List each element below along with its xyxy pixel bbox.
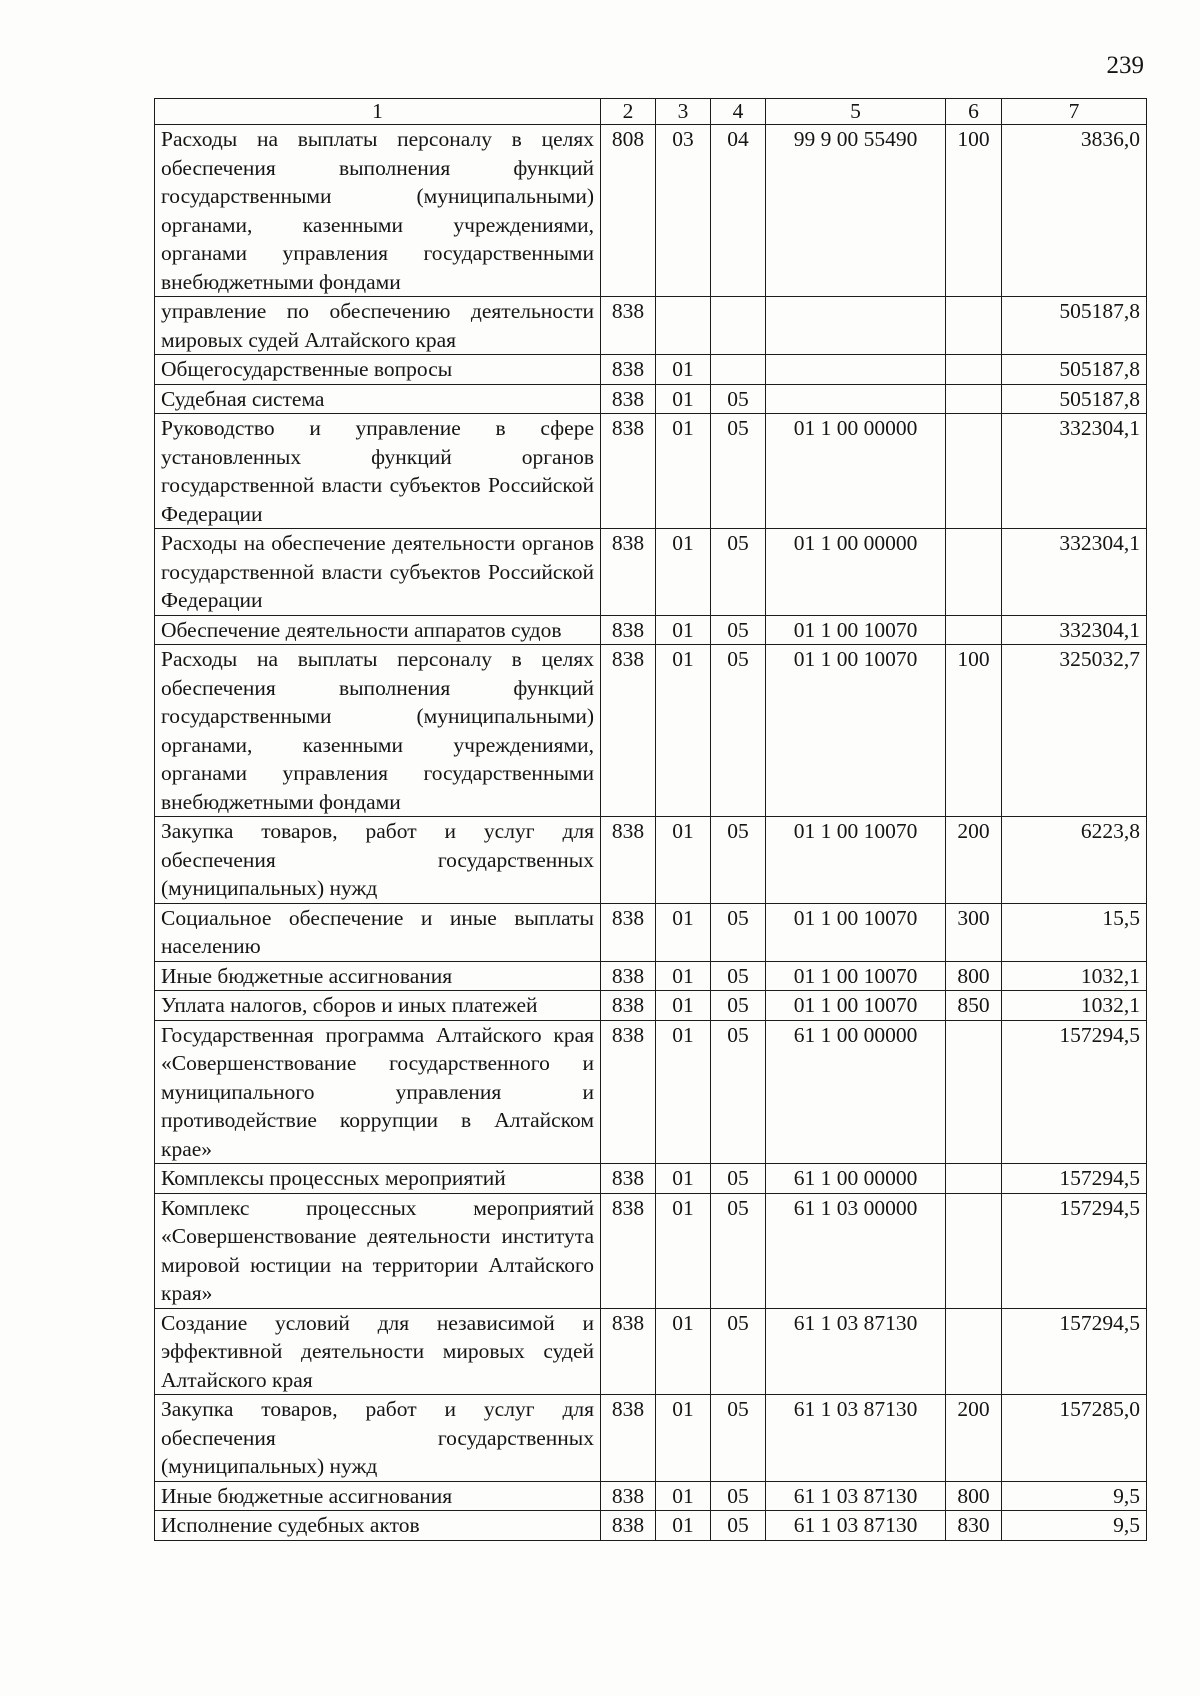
section-code-cell: 01: [656, 529, 711, 616]
expense-name-cell: Руководство и управление в сфере установленных функций органов государственной власти субъектов Российской Федерации: [155, 414, 601, 529]
section-code-cell: 01: [656, 1395, 711, 1482]
table-row: [155, 1193, 1147, 1308]
target-article-cell: 01 1 00 10070: [766, 817, 946, 904]
expense-type-cell: 100: [946, 645, 1002, 817]
section-code-cell: 01: [656, 961, 711, 991]
section-code-cell: [656, 297, 711, 355]
expense-type-cell: [946, 1020, 1002, 1164]
expense-name-cell: Иные бюджетные ассигнования: [155, 1481, 601, 1511]
amount-cell: 332304,1: [1002, 615, 1147, 645]
header-cell-5: 5: [766, 99, 946, 125]
table-row: [155, 1481, 1147, 1511]
subsection-code-cell: 05: [711, 903, 766, 961]
amount-cell: 3836,0: [1002, 125, 1147, 297]
target-article-cell: [766, 355, 946, 385]
ministry-code-cell: 838: [601, 903, 656, 961]
expense-name-cell: Исполнение судебных актов: [155, 1511, 601, 1541]
ministry-code-cell: 838: [601, 817, 656, 904]
subsection-code-cell: 05: [711, 529, 766, 616]
expense-name-cell: Расходы на выплаты персоналу в целях обеспечения выполнения функций государственными (муниципальными) органами, казенными учреждениями, органами управления государственными внебюджетными фондами: [155, 125, 601, 297]
amount-cell: 15,5: [1002, 903, 1147, 961]
table-row: [155, 529, 1147, 616]
amount-cell: 1032,1: [1002, 961, 1147, 991]
subsection-code-cell: 05: [711, 1511, 766, 1541]
expense-name-cell: Закупка товаров, работ и услуг для обеспечения государственных (муниципальных) нужд: [155, 817, 601, 904]
table-row: [155, 1164, 1147, 1194]
section-code-cell: 03: [656, 125, 711, 297]
section-code-cell: 01: [656, 817, 711, 904]
expense-type-cell: [946, 384, 1002, 414]
expense-type-cell: 850: [946, 991, 1002, 1021]
section-code-cell: 01: [656, 384, 711, 414]
amount-cell: 6223,8: [1002, 817, 1147, 904]
table-row: [155, 1511, 1147, 1541]
subsection-code-cell: 05: [711, 414, 766, 529]
table-row: [155, 414, 1147, 529]
page-number: 239: [1106, 52, 1144, 79]
header-cell-7: 7: [1002, 99, 1147, 125]
target-article-cell: 61 1 03 00000: [766, 1193, 946, 1308]
expense-type-cell: [946, 355, 1002, 385]
table-header: [155, 99, 1147, 125]
ministry-code-cell: 838: [601, 1481, 656, 1511]
section-code-cell: 01: [656, 1164, 711, 1194]
table-row: [155, 645, 1147, 817]
ministry-code-cell: 838: [601, 355, 656, 385]
expense-name-cell: Государственная программа Алтайского края «Совершенствование государственного и муниципального управления и противодействие коррупции в Алтайском крае»: [155, 1020, 601, 1164]
amount-cell: 157294,5: [1002, 1193, 1147, 1308]
target-article-cell: 61 1 03 87130: [766, 1511, 946, 1541]
target-article-cell: 61 1 00 00000: [766, 1020, 946, 1164]
budget-table: [154, 98, 1147, 1541]
target-article-cell: 01 1 00 10070: [766, 903, 946, 961]
amount-cell: 157294,5: [1002, 1308, 1147, 1395]
ministry-code-cell: 838: [601, 1395, 656, 1482]
table-row: [155, 125, 1147, 297]
ministry-code-cell: 838: [601, 384, 656, 414]
amount-cell: 1032,1: [1002, 991, 1147, 1021]
ministry-code-cell: 838: [601, 961, 656, 991]
amount-cell: 325032,7: [1002, 645, 1147, 817]
target-article-cell: 01 1 00 10070: [766, 991, 946, 1021]
table-row: [155, 817, 1147, 904]
expense-name-cell: Обеспечение деятельности аппаратов судов: [155, 615, 601, 645]
amount-cell: 9,5: [1002, 1511, 1147, 1541]
section-code-cell: 01: [656, 1511, 711, 1541]
expense-name-cell: Иные бюджетные ассигнования: [155, 961, 601, 991]
expense-name-cell: Уплата налогов, сборов и иных платежей: [155, 991, 601, 1021]
section-code-cell: 01: [656, 1481, 711, 1511]
expense-type-cell: [946, 297, 1002, 355]
subsection-code-cell: 05: [711, 817, 766, 904]
subsection-code-cell: 05: [711, 1164, 766, 1194]
expense-type-cell: 200: [946, 1395, 1002, 1482]
expense-type-cell: 300: [946, 903, 1002, 961]
ministry-code-cell: 838: [601, 414, 656, 529]
amount-cell: 157294,5: [1002, 1164, 1147, 1194]
expense-type-cell: [946, 414, 1002, 529]
target-article-cell: 99 9 00 55490: [766, 125, 946, 297]
section-code-cell: 01: [656, 1020, 711, 1164]
amount-cell: 332304,1: [1002, 414, 1147, 529]
section-code-cell: 01: [656, 645, 711, 817]
section-code-cell: 01: [656, 991, 711, 1021]
expense-type-cell: [946, 1164, 1002, 1194]
amount-cell: 505187,8: [1002, 384, 1147, 414]
target-article-cell: [766, 384, 946, 414]
subsection-code-cell: 05: [711, 1481, 766, 1511]
table-row: [155, 1395, 1147, 1482]
ministry-code-cell: 838: [601, 1308, 656, 1395]
ministry-code-cell: 838: [601, 297, 656, 355]
table-row: [155, 297, 1147, 355]
subsection-code-cell: 05: [711, 1193, 766, 1308]
target-article-cell: 01 1 00 10070: [766, 961, 946, 991]
amount-cell: 157285,0: [1002, 1395, 1147, 1482]
ministry-code-cell: 838: [601, 1020, 656, 1164]
expense-name-cell: Комплекс процессных мероприятий «Совершенствование деятельности института мировой юстиции на территории Алтайского края»: [155, 1193, 601, 1308]
subsection-code-cell: 05: [711, 991, 766, 1021]
expense-name-cell: управление по обеспечению деятельности мировых судей Алтайского края: [155, 297, 601, 355]
amount-cell: 505187,8: [1002, 355, 1147, 385]
ministry-code-cell: 838: [601, 1193, 656, 1308]
expense-name-cell: Судебная система: [155, 384, 601, 414]
table-row: [155, 1308, 1147, 1395]
subsection-code-cell: 05: [711, 1395, 766, 1482]
subsection-code-cell: 05: [711, 384, 766, 414]
table-row: [155, 1020, 1147, 1164]
header-cell-3: 3: [656, 99, 711, 125]
expense-name-cell: Создание условий для независимой и эффективной деятельности мировых судей Алтайского края: [155, 1308, 601, 1395]
target-article-cell: 01 1 00 10070: [766, 645, 946, 817]
subsection-code-cell: 04: [711, 125, 766, 297]
ministry-code-cell: 838: [601, 1164, 656, 1194]
expense-type-cell: [946, 529, 1002, 616]
amount-cell: 332304,1: [1002, 529, 1147, 616]
expense-type-cell: [946, 1193, 1002, 1308]
ministry-code-cell: 838: [601, 991, 656, 1021]
expense-type-cell: 830: [946, 1511, 1002, 1541]
expense-name-cell: Общегосударственные вопросы: [155, 355, 601, 385]
header-cell-2: 2: [601, 99, 656, 125]
subsection-code-cell: 05: [711, 645, 766, 817]
section-code-cell: 01: [656, 615, 711, 645]
amount-cell: 9,5: [1002, 1481, 1147, 1511]
subsection-code-cell: [711, 297, 766, 355]
expense-name-cell: Закупка товаров, работ и услуг для обеспечения государственных (муниципальных) нужд: [155, 1395, 601, 1482]
expense-name-cell: Социальное обеспечение и иные выплаты населению: [155, 903, 601, 961]
header-cell-4: 4: [711, 99, 766, 125]
expense-type-cell: 800: [946, 1481, 1002, 1511]
table-row: [155, 355, 1147, 385]
table-row: [155, 961, 1147, 991]
ministry-code-cell: 838: [601, 615, 656, 645]
section-code-cell: 01: [656, 1308, 711, 1395]
expense-name-cell: Расходы на обеспечение деятельности органов государственной власти субъектов Российской Федерации: [155, 529, 601, 616]
table-body: [155, 125, 1147, 1541]
expense-name-cell: Комплексы процессных мероприятий: [155, 1164, 601, 1194]
section-code-cell: 01: [656, 355, 711, 385]
ministry-code-cell: 808: [601, 125, 656, 297]
expense-type-cell: [946, 615, 1002, 645]
subsection-code-cell: 05: [711, 1308, 766, 1395]
target-article-cell: 61 1 03 87130: [766, 1481, 946, 1511]
table-row: [155, 615, 1147, 645]
expense-type-cell: 100: [946, 125, 1002, 297]
target-article-cell: 61 1 03 87130: [766, 1308, 946, 1395]
subsection-code-cell: 05: [711, 1020, 766, 1164]
target-article-cell: 61 1 00 00000: [766, 1164, 946, 1194]
table-row: [155, 384, 1147, 414]
amount-cell: 505187,8: [1002, 297, 1147, 355]
expense-name-cell: Расходы на выплаты персоналу в целях обеспечения выполнения функций государственными (муниципальными) органами, казенными учреждениями, органами управления государственными внебюджетными фондами: [155, 645, 601, 817]
subsection-code-cell: [711, 355, 766, 385]
expense-type-cell: 800: [946, 961, 1002, 991]
subsection-code-cell: 05: [711, 615, 766, 645]
section-code-cell: 01: [656, 903, 711, 961]
ministry-code-cell: 838: [601, 645, 656, 817]
table-row: [155, 903, 1147, 961]
section-code-cell: 01: [656, 414, 711, 529]
header-cell-1: 1: [155, 99, 601, 125]
expense-type-cell: 200: [946, 817, 1002, 904]
ministry-code-cell: 838: [601, 1511, 656, 1541]
subsection-code-cell: 05: [711, 961, 766, 991]
expense-type-cell: [946, 1308, 1002, 1395]
section-code-cell: 01: [656, 1193, 711, 1308]
target-article-cell: 01 1 00 10070: [766, 615, 946, 645]
target-article-cell: 01 1 00 00000: [766, 529, 946, 616]
amount-cell: 157294,5: [1002, 1020, 1147, 1164]
header-row: [155, 99, 1147, 125]
table-row: [155, 991, 1147, 1021]
target-article-cell: 01 1 00 00000: [766, 414, 946, 529]
header-cell-6: 6: [946, 99, 1002, 125]
target-article-cell: 61 1 03 87130: [766, 1395, 946, 1482]
target-article-cell: [766, 297, 946, 355]
ministry-code-cell: 838: [601, 529, 656, 616]
